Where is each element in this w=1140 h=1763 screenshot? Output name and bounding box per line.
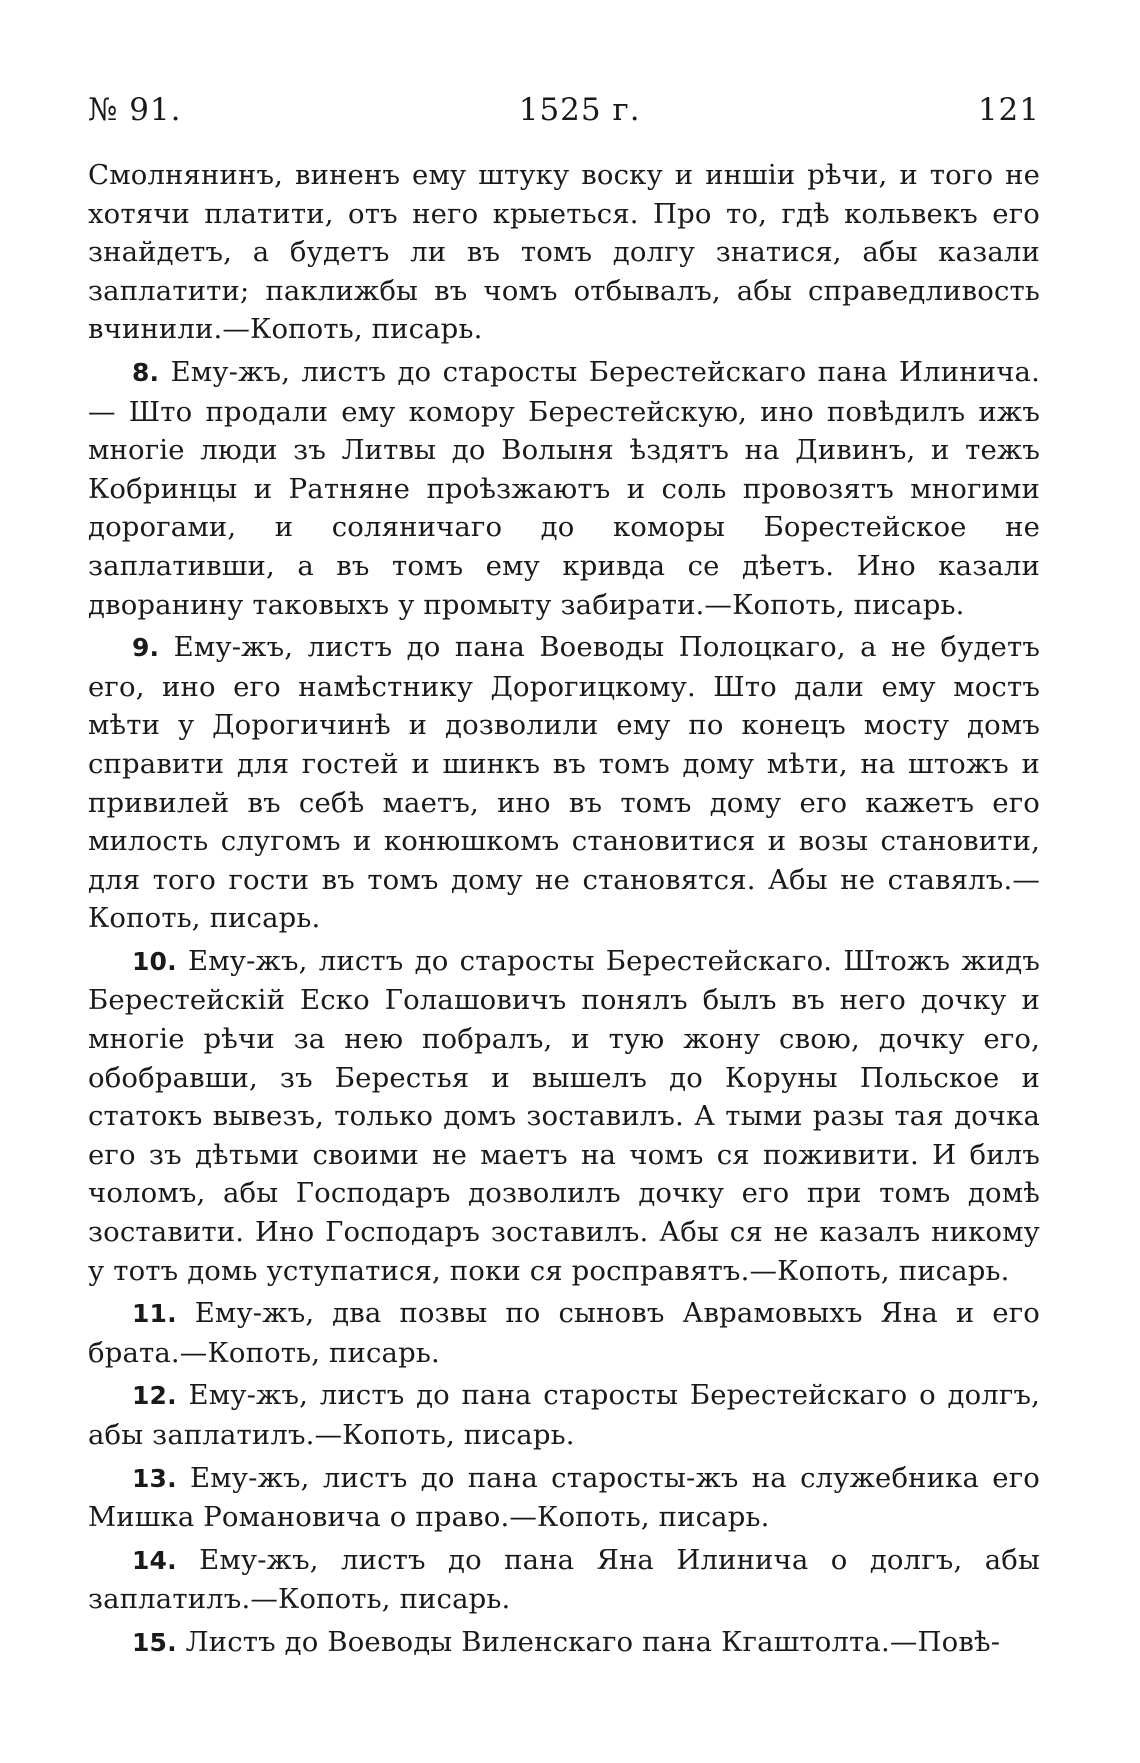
entry-number: 11. [132,1299,177,1329]
document-number: № 91. [88,92,182,128]
entry-text: Ему-жъ, листъ до пана старосты Берестейскаго о долгъ, абы заплатилъ.—Копоть, писарь. [88,1379,1040,1451]
entry-number: 13. [132,1463,177,1493]
page-number: 121 [977,92,1040,128]
entry-number: 9. [132,633,160,663]
entry-11 [88,1294,1040,1372]
entry-number: 14. [132,1545,177,1575]
entry-9 [88,628,1040,938]
page [88,92,1040,1663]
entry-text: Листъ до Воеводы Виленскаго пана Кгаштолта.—Повѣ- [185,1625,1001,1658]
paragraph-continuation [88,156,1040,349]
entry-number: 12. [132,1381,177,1411]
entry-12 [88,1376,1040,1454]
year: 1525 г. [518,92,641,128]
entry-number: 8. [132,357,160,387]
entry-text: Ему-жъ, листъ до пана старосты-жъ на служебника его Мишка Романовича о право.—Копоть, писарь. [88,1461,1040,1534]
entry-number: 10. [132,946,177,976]
entry-text: Ему-жъ, листъ до старосты Берестейскаго пана Илинича. — Што продали ему комору Берестейскую, ино повѣдилъ ижъ многіе люди зъ Литвы до Волыня ѣздятъ на Дивинъ, и тежъ Кобринцы и Ратняне проѣзжаютъ и соль провозятъ многими дорогами, и соляничаго до коморы Борестейское не заплативши, а въ томъ ему кривда се дѣетъ. Ино казали дворанину таковыхъ у промыту забирати.—Копоть, писарь. [88,355,1040,621]
entry-8 [88,353,1040,624]
entry-15 [88,1623,1040,1663]
entry-14 [88,1541,1040,1619]
entry-number: 15. [132,1627,177,1657]
entry-text: Ему-жъ, листъ до пана Яна Илинича о долгъ, абы заплатилъ.—Копоть, писарь. [88,1543,1040,1616]
entry-10 [88,942,1040,1290]
page-header [88,92,1040,156]
body-text [88,156,1040,1663]
entry-text: Ему-жъ, два позвы по сыновъ Аврамовыхъ Яна и его брата.—Копоть, писарь. [88,1297,1040,1369]
entry-13 [88,1459,1040,1537]
entry-text: Ему-жъ, листъ до пана Воеводы Полоцкаго, а не будетъ его, ино его намѣстнику Дорогицкому. Што дали ему мостъ мѣти у Дорогичинѣ и дозволили ему по конецъ мосту домъ справити для гостей и шинкъ въ томъ дому мѣти, на штожъ и привилей въ себѣ маетъ, ино въ томъ дому его кажетъ его милость слугомъ и конюшкомъ становитися и возы становити, для того гости въ томъ дому не становятся. Абы не ставялъ.—Копоть, писарь. [88,631,1040,935]
entry-text: Ему-жъ, листъ до старосты Берестейскаго. Штожъ жидъ Берестейскій Еско Голашовичъ понялъ былъ въ него дочку и многіе рѣчи за нею побралъ, и тую жону свою, дочку его, обобравши, зъ Берестья и вышелъ до Коруны Польское и статокъ вывезъ, только домъ зоставилъ. А тыми разы тая дочка его зъ дѣтьми своими не маетъ на чомъ ся поживити. И билъ чоломъ, абы Господаръ дозволилъ дочку его при томъ домѣ зоставити. Ино Господаръ зоставилъ. Абы ся не казалъ никому у тотъ домь уступатися, поки ся росправятъ.—Копоть, писарь. [88,944,1040,1287]
paragraph-text: Смолнянинъ, виненъ ему штуку воску и иншіи рѣчи, и того не хотячи платити, отъ него крыеться. Про то, гдѣ кольвекъ его знайдетъ, а будетъ ли въ томъ долгу знатися, абы казали заплатити; паклижбы въ чомъ отбывалъ, абы справедливость вчинили.—Копоть, писарь. [88,159,1040,346]
